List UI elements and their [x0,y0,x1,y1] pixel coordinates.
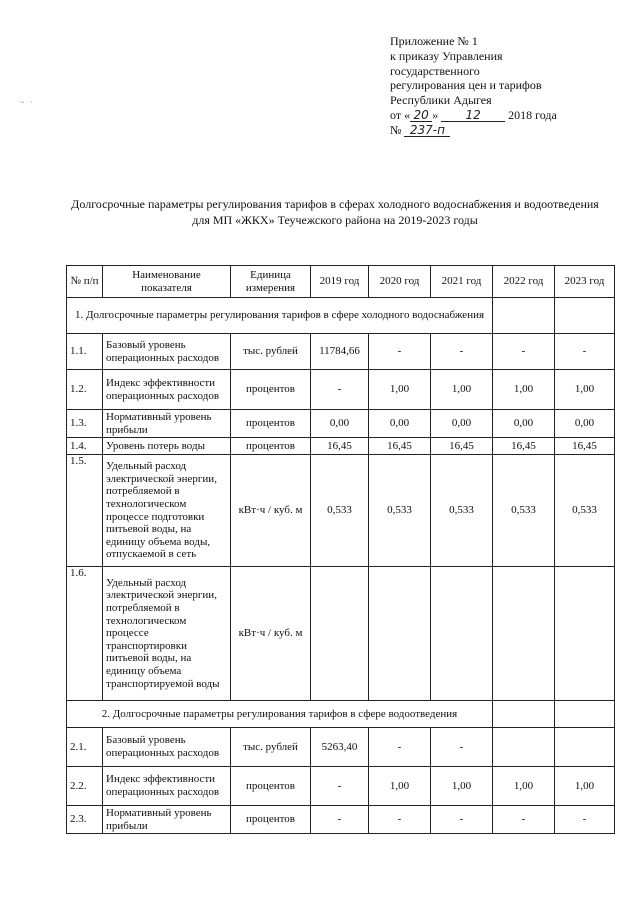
value-2019: 11784,66 [311,334,369,370]
value-2022: 16,45 [493,438,555,455]
table-cell [555,298,615,334]
value-2020: - [369,806,431,834]
header-cell: № п/п [67,266,103,298]
row-number: 1.3. [67,410,103,438]
value-2019: - [311,370,369,410]
row-number: 2.3. [67,806,103,834]
value-2020: 1,00 [369,370,431,410]
header-cell: 2022 год [493,266,555,298]
row-unit: тыс. рублей [231,728,311,767]
table-row [67,438,615,455]
value-2023: 16,45 [555,438,615,455]
value-2020: 0,00 [369,410,431,438]
value-2022: - [493,806,555,834]
value-2021: 0,533 [431,455,493,567]
value-2021: 1,00 [431,767,493,806]
row-unit: кВт·ч / куб. м [231,567,311,701]
table-row [67,455,615,567]
value-2020: 16,45 [369,438,431,455]
appendix-line: к приказу Управления [390,48,503,63]
value-2019: - [311,767,369,806]
value-2021 [431,567,493,701]
appendix-line: регулирования цен и тарифов [390,78,542,93]
value-2023: 0,00 [555,410,615,438]
value-2021: 1,00 [431,370,493,410]
row-number: 2.2. [67,767,103,806]
value-2020: - [369,728,431,767]
table-cell [555,701,615,728]
value-2019: 0,533 [311,455,369,567]
date-day: 20 [410,109,432,122]
header-cell: 2019 год [311,266,369,298]
table-row [67,767,615,806]
date-mid: » [432,107,439,122]
row-name: Уровень потерь воды [103,438,231,455]
value-2023 [555,567,615,701]
row-number: 1.5. [67,455,103,567]
section-row [67,701,615,728]
row-number: 1.6. [67,567,103,701]
table-row [67,806,615,834]
section-title: 2. Долгосрочные параметры регулирования тарифов в сфере водоотведения [67,701,493,728]
margin-mark: ~ · [20,98,35,107]
value-2021: - [431,806,493,834]
row-name: Базовый уровень операционных расходов [103,728,231,767]
table-row [67,370,615,410]
header-cell: 2023 год [555,266,615,298]
header-cell: 2020 год [369,266,431,298]
value-2019: 16,45 [311,438,369,455]
table-row [67,334,615,370]
value-2020: 0,533 [369,455,431,567]
value-2021: - [431,334,493,370]
value-2020: - [369,334,431,370]
value-2019: 0,00 [311,410,369,438]
value-2019: 5263,40 [311,728,369,767]
value-2022 [493,567,555,701]
appendix-block [390,34,557,138]
row-unit: процентов [231,438,311,455]
appendix-date [390,108,557,123]
value-2020: 1,00 [369,767,431,806]
row-name: Удельный расход электрической энергии, потребляемой в технологическом процессе транспортировки питьевой воды, на единицу объема транспортируемой воды [103,567,231,701]
appendix-line: Республики Адыгея [390,93,492,108]
value-2023: - [555,806,615,834]
row-unit: процентов [231,806,311,834]
appendix-number [390,123,557,138]
row-unit: процентов [231,370,311,410]
value-2023: - [555,334,615,370]
row-name: Нормативный уровень прибыли [103,806,231,834]
header-cell: Наименование показателя [103,266,231,298]
row-number: 1.1. [67,334,103,370]
row-number: 2.1. [67,728,103,767]
table-cell [493,701,555,728]
section-title: 1. Долгосрочные параметры регулирования тарифов в сфере холодного водоснабжения [67,298,493,334]
value-2020 [369,567,431,701]
row-unit: процентов [231,767,311,806]
table-row [67,567,615,701]
row-name: Базовый уровень операционных расходов [103,334,231,370]
value-2022 [493,728,555,767]
row-name: Индекс эффективности операционных расходов [103,370,231,410]
value-2021: 16,45 [431,438,493,455]
row-name: Нормативный уровень прибыли [103,410,231,438]
row-name: Индекс эффективности операционных расходов [103,767,231,806]
table-row [67,410,615,438]
row-unit: тыс. рублей [231,334,311,370]
table-cell [493,298,555,334]
value-2022: 1,00 [493,370,555,410]
number-value: 237-п [404,124,450,137]
row-unit: кВт·ч / куб. м [231,455,311,567]
number-prefix: № [390,122,402,137]
value-2023: 1,00 [555,370,615,410]
value-2022: 1,00 [493,767,555,806]
value-2022: 0,00 [493,410,555,438]
value-2019: - [311,806,369,834]
value-2023: 0,533 [555,455,615,567]
row-number: 1.2. [67,370,103,410]
date-month: 12 [441,109,505,122]
section-row [67,298,615,334]
row-name: Удельный расход электрической энергии, потребляемой в технологическом процессе подготовки питьевой воды, на единицу объема воды, отпускаемой в сеть [103,455,231,567]
value-2022: - [493,334,555,370]
value-2021: - [431,728,493,767]
parameters-table [66,265,615,834]
date-suffix: 2018 года [508,107,557,122]
table-row [67,728,615,767]
date-prefix: от « [390,107,411,122]
row-number: 1.4. [67,438,103,455]
appendix-line: Приложение № 1 [390,34,478,48]
value-2019 [311,567,369,701]
value-2022: 0,533 [493,455,555,567]
document-title: Долгосрочные параметры регулирования тарифов в сферах холодного водоснабжения и водоотведения для МП «ЖКХ» Теучежского района на 2019-2023 годы [71,197,599,227]
header-row [67,266,615,298]
header-cell: Единица измерения [231,266,311,298]
header-cell: 2021 год [431,266,493,298]
row-unit: процентов [231,410,311,438]
value-2023: 1,00 [555,767,615,806]
value-2023 [555,728,615,767]
appendix-line: государственного [390,63,480,78]
value-2021: 0,00 [431,410,493,438]
